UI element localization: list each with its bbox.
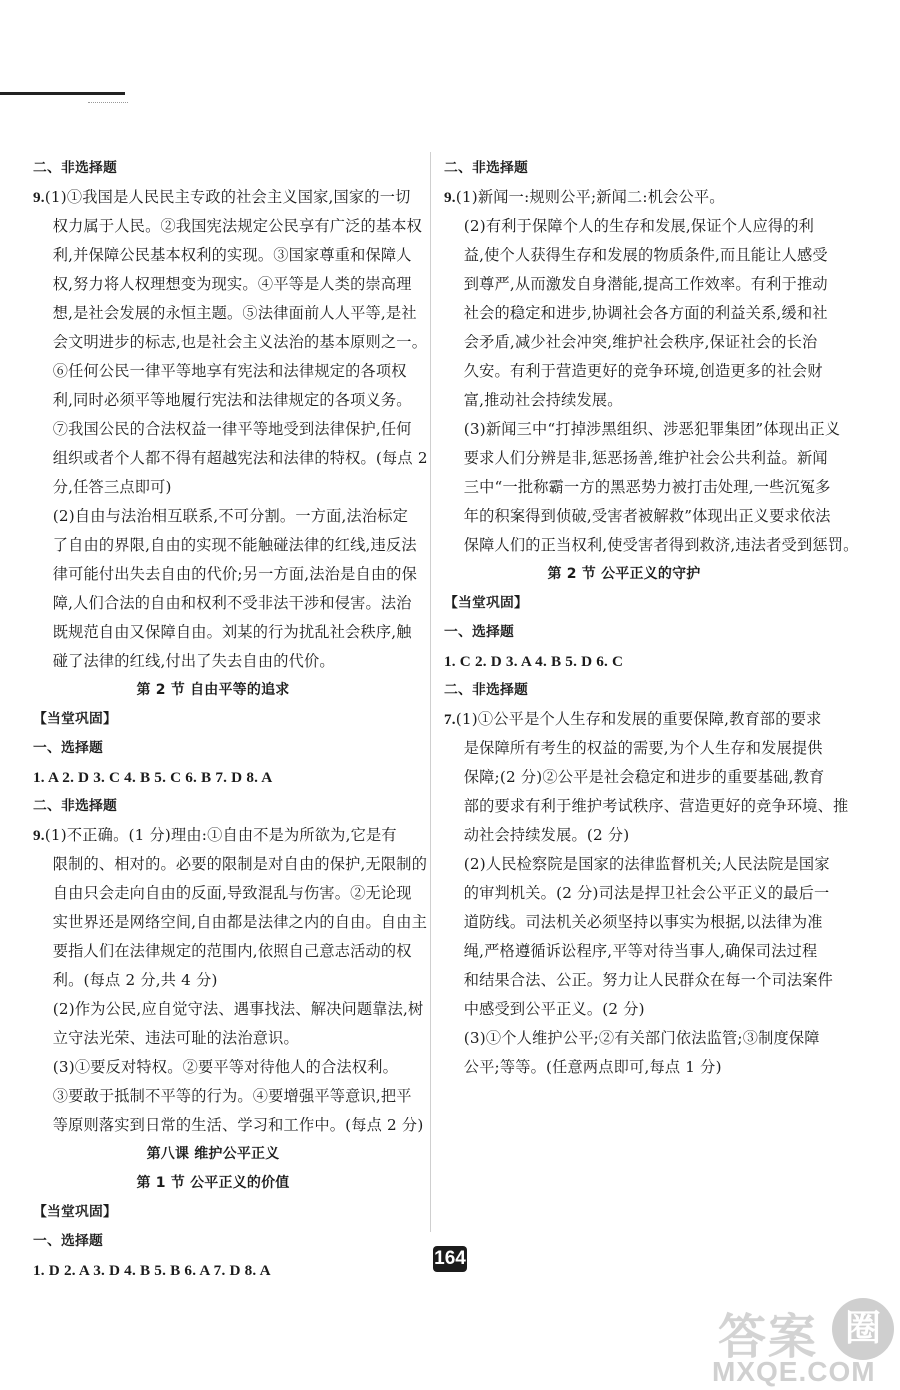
answer-text-line: 会文明进步的标志,也是社会主义法治的基本原则之一。 [52, 333, 428, 351]
question-text: (1)①我国是人民民主专政的社会主义国家,国家的一切 [44, 188, 411, 206]
answer-text-line: 立守法光荣、违法可耻的法治意识。 [52, 1029, 299, 1047]
answer-key-line: 1. C 2. D 3. A 4. B 5. D 6. C [444, 653, 624, 670]
answer-text-line: (3)①要反对特权。②要平等对待他人的合法权利。 [52, 1058, 399, 1076]
answer-text-line: 是保障所有考生的权益的需要,为个人生存和发展提供 [463, 739, 823, 757]
answer-text-line: 等原则落实到日常的生活、学习和工作中。(每点 2 分) [52, 1116, 424, 1134]
watermark-circle-icon: 圈 [832, 1298, 894, 1360]
header-dots [88, 96, 128, 103]
answer-text-line: 保障人们的正当权利,使受害者得到救济,违法者受到惩罚。 [463, 536, 859, 554]
answer-text-line: 利,并保障公民基本权利的实现。③国家尊重和保障人 [52, 246, 412, 264]
question-number: 9. [33, 827, 45, 844]
section-heading: 二、非选择题 [33, 798, 117, 814]
answer-text-line: ③要敢于抵制不平等的行为。④要增强平等意识,把平 [52, 1087, 412, 1105]
answer-text-line: (2)自由与法治相互联系,不可分割。一方面,法治标定 [52, 507, 409, 525]
answer-text-line: 益,使个人获得生存和发展的物质条件,而且能让人感受 [463, 246, 828, 264]
question-first-line [444, 183, 804, 212]
answer-text-line: 到尊严,从而激发自身潜能,提高工作效率。有利于推动 [463, 275, 828, 293]
question-number: 9. [444, 189, 456, 206]
section-heading: 【当堂巩固】 [444, 595, 528, 611]
section-heading: 一、选择题 [33, 1233, 103, 1249]
answer-text-line: ⑦我国公民的合法权益一律平等地受到法律保护,任何 [52, 420, 412, 438]
section-heading: 【当堂巩固】 [33, 711, 117, 727]
answer-text-line: 保障;(2 分)②公平是社会稳定和进步的重要基础,教育 [463, 768, 825, 786]
answer-text-line: 久安。有利于营造更好的竞争环境,创造更多的社会财 [463, 362, 823, 380]
question-first-line [444, 705, 822, 734]
question-number: 9. [33, 189, 45, 206]
answer-text-line: 碰了法律的红线,付出了失去自由的代价。 [52, 652, 335, 670]
answer-text-line: 和结果合法、公正。努力让人民群众在每一个司法案件 [463, 971, 834, 989]
answer-key-line: 1. D 2. A 3. D 4. B 5. B 6. A 7. D 8. A [33, 1262, 271, 1279]
answer-text-line: 限制的、相对的。必要的限制是对自由的保护,无限制的 [52, 855, 428, 873]
answer-text-line: ⑥任何公民一律平等地享有宪法和法律规定的各项权 [52, 362, 407, 380]
right-column [444, 154, 859, 1082]
lesson-title: 第 2 节 公平正义的守护 [547, 566, 701, 582]
header-rule [0, 92, 125, 95]
answer-text-line: (2)人民检察院是国家的法律监督机关;人民法院是国家 [463, 855, 830, 873]
question-first-line [33, 821, 397, 850]
page-number: 164 [433, 1246, 467, 1272]
answer-text-line: 部的要求有利于维护考试秩序、营造更好的竞争环境、推 [463, 797, 849, 815]
column-divider [430, 152, 431, 1232]
section-heading: 二、非选择题 [444, 682, 528, 698]
answer-text-line: 权力属于人民。②我国宪法规定公民享有广泛的基本权 [52, 217, 423, 235]
lesson-title: 第 1 节 公平正义的价值 [136, 1175, 290, 1191]
section-heading: 二、非选择题 [444, 160, 528, 176]
answer-text-line: (3)新闻三中“打掉涉黑组织、涉恶犯罪集团”体现出正义 [463, 420, 841, 438]
answer-text-line: 组织或者个人都不得有超越宪法和法律的特权。(每点 2 [52, 449, 428, 467]
answer-text-line: 富,推动社会持续发展。 [463, 391, 623, 409]
answer-text-line: 权,努力将人权理想变为现实。④平等是人类的崇高理 [52, 275, 412, 293]
section-heading: 一、选择题 [444, 624, 514, 640]
answer-text-line: 既规范自由又保障自由。刘某的行为扰乱社会秩序,触 [52, 623, 412, 641]
answer-text-line: 律可能付出失去自由的代价;另一方面,法治是自由的保 [52, 565, 418, 583]
answer-text-line: 想,是社会发展的永恒主题。⑤法律面前人人平等,是社 [52, 304, 417, 322]
answer-text-line: 障,人们合法的自由和权利不受非法干涉和侵害。法治 [52, 594, 412, 612]
section-heading: 【当堂巩固】 [33, 1204, 117, 1220]
answer-text-line: 分,任答三点即可) [52, 478, 172, 496]
answer-key-line: 1. A 2. D 3. C 4. B 5. C 6. B 7. D 8. A [33, 769, 273, 786]
answer-text-line: 利,同时必须平等地履行宪法和法律规定的各项义务。 [52, 391, 412, 409]
answer-text-line: 绳,严格遵循诉讼程序,平等对待当事人,确保司法过程 [463, 942, 818, 960]
section-heading: 一、选择题 [33, 740, 103, 756]
answer-text-line: 自由只会走向自由的反面,导致混乱与伤害。②无论现 [52, 884, 412, 902]
question-number: 7. [444, 711, 456, 728]
question-first-line [33, 183, 411, 212]
section-heading: 二、非选择题 [33, 160, 117, 176]
answer-text-line: (2)作为公民,应自觉守法、遇事找法、解决问题靠法,树 [52, 1000, 424, 1018]
answer-text-line: 公平;等等。(任意两点即可,每点 1 分) [463, 1058, 722, 1076]
answer-text-line: 的审判机关。(2 分)司法是捍卫社会公平正义的最后一 [463, 884, 830, 902]
answer-text-line: 中感受到公平正义。(2 分) [463, 1000, 645, 1018]
answer-text-line: 社会的稳定和进步,协调社会各方面的利益关系,缓和社 [463, 304, 828, 322]
lesson-title: 第八课 维护公平正义 [146, 1146, 280, 1162]
watermark-logo [708, 1296, 898, 1386]
watermark-main-text: 答案 [718, 1309, 819, 1365]
answer-text-line: 三中“一批称霸一方的黑恶势力被打击处理,一些沉冤多 [463, 478, 831, 496]
answer-text-line: 道防线。司法机关必须坚持以事实为根据,以法律为准 [463, 913, 823, 931]
answer-text-line: 年的积案得到侦破,受害者被解救”体现出正义要求依法 [463, 507, 831, 525]
question-text: (1)新闻一:规则公平;新闻二:机会公平。 [455, 188, 725, 206]
lesson-title: 第 2 节 自由平等的追求 [136, 682, 290, 698]
answer-text-line: 要指人们在法律规定的范围内,依照自己意志活动的权 [52, 942, 412, 960]
answer-text-line: (3)①个人维护公平;②有关部门依法监管;③制度保障 [463, 1029, 820, 1047]
answer-text-line: 了自由的界限,自由的实现不能触碰法律的红线,违反法 [52, 536, 417, 554]
answer-text-line: 动社会持续发展。(2 分) [463, 826, 630, 844]
answer-text-line: 实世界还是网络空间,自由都是法律之内的自由。自由主 [52, 913, 428, 931]
question-text: (1)①公平是个人生存和发展的重要保障,教育部的要求 [455, 710, 822, 728]
answer-text-line: 要求人们分辨是非,惩恶扬善,维护社会公共利益。新闻 [463, 449, 828, 467]
question-text: (1)不正确。(1 分)理由:①自由不是为所欲为,它是有 [44, 826, 397, 844]
answer-text-line: (2)有利于保障个人的生存和发展,保证个人应得的利 [463, 217, 815, 235]
answer-text-line: 利。(每点 2 分,共 4 分) [52, 971, 218, 989]
watermark-url: MXQE.COM [712, 1356, 876, 1387]
left-column [33, 154, 428, 1285]
answer-text-line: 会矛盾,减少社会冲突,维护社会秩序,保证社会的长治 [463, 333, 818, 351]
